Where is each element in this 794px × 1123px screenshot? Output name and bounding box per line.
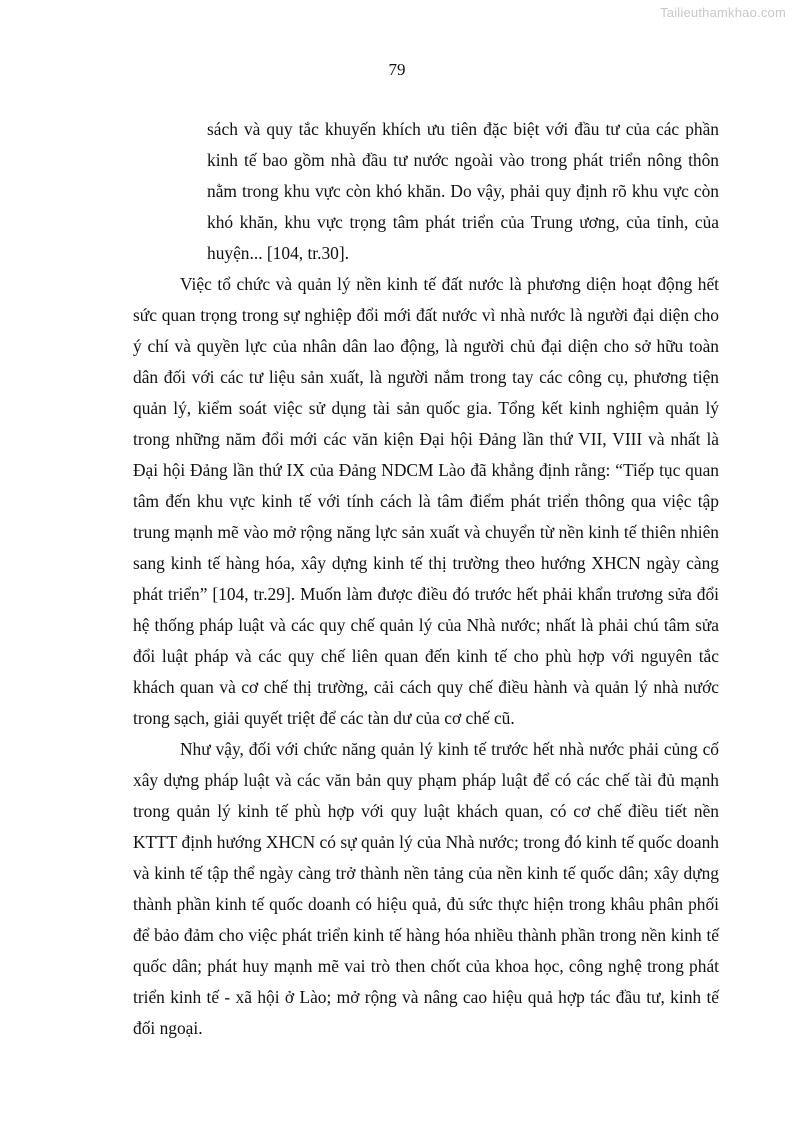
page-number: 79 [388, 60, 406, 79]
paragraph-1: Việc tổ chức và quản lý nền kinh tế đất nước là phương diện hoạt động hết sức quan trọng trong sự nghiệp đổi mới đất nước vì nhà nước là người đại diện cho ý chí và quyền lực của nhân dân lao động, là người chủ đại diện cho sở hữu toàn dân đối với các tư liệu sản xuất, là người nắm trong tay các công cụ, phương tiện quản lý, kiểm soát việc sử dụng tài sản quốc gia. Tổng kết kinh nghiệm quản lý trong những năm đổi mới các văn kiện Đại hội Đảng lần thứ VII, VIII và nhất là Đại hội Đảng lần thứ IX của Đảng NDCM Lào đã khẳng định rằng: “Tiếp tục quan tâm đến khu vực kinh tế với tính cách là tâm điểm phát triển thông qua việc tập trung mạnh mẽ vào mở rộng năng lực sản xuất và chuyển từ nền kinh tế thiên nhiên sang kinh tế hàng hóa, xây dựng kinh tế thị trường theo hướng XHCN ngày càng phát triển” [104, tr.29]. Muốn làm được điều đó trước hết phải khẩn trương sửa đổi hệ thống pháp luật và các quy chế quản lý của Nhà nước; nhất là phải chú tâm sửa đổi luật pháp và các quy chế liên quan đến kinh tế cho phù hợp với nguyên tắc khách quan và cơ chế thị trường, cải cách quy chế điều hành và quản lý nhà nước trong sạch, giải quyết triệt để các tàn dư của cơ chế cũ. [133, 274, 719, 728]
block-quote: sách và quy tắc khuyến khích ưu tiên đặc biệt với đầu tư của các phần kinh tế bao gồm nhà đầu tư nước ngoài vào trong phát triển nông thôn nằm trong khu vực còn khó khăn. Do vậy, phải quy định rõ khu vực còn khó khăn, khu vực trọng tâm phát triển của Trung ương, của tỉnh, của huyện... [104, tr.30]. [207, 119, 719, 263]
watermark: Tailieuthamkhao.com [660, 5, 786, 20]
paragraph-2: Như vậy, đối với chức năng quản lý kinh tế trước hết nhà nước phải củng cố xây dựng pháp luật và các văn bản quy phạm pháp luật để có các chế tài đủ mạnh trong quản lý kinh tế phù hợp với quy luật khách quan, có cơ chế điều tiết nền KTTT định hướng XHCN có sự quản lý của Nhà nước; trong đó kinh tế quốc doanh và kinh tế tập thể ngày càng trở thành nền tảng của nền kinh tế quốc dân; xây dựng thành phần kinh tế quốc doanh có hiệu quả, đủ sức thực hiện trong khâu phân phối để bảo đảm cho việc phát triển kinh tế hàng hóa nhiều thành phần trong nền kinh tế quốc dân; phát huy mạnh mẽ vai trò then chốt của khoa học, công nghệ trong phát triển kinh tế - xã hội ở Lào; mở rộng và nâng cao hiệu quả hợp tác đầu tư, kinh tế đối ngoại. [133, 739, 719, 1038]
document-body [133, 114, 719, 1044]
